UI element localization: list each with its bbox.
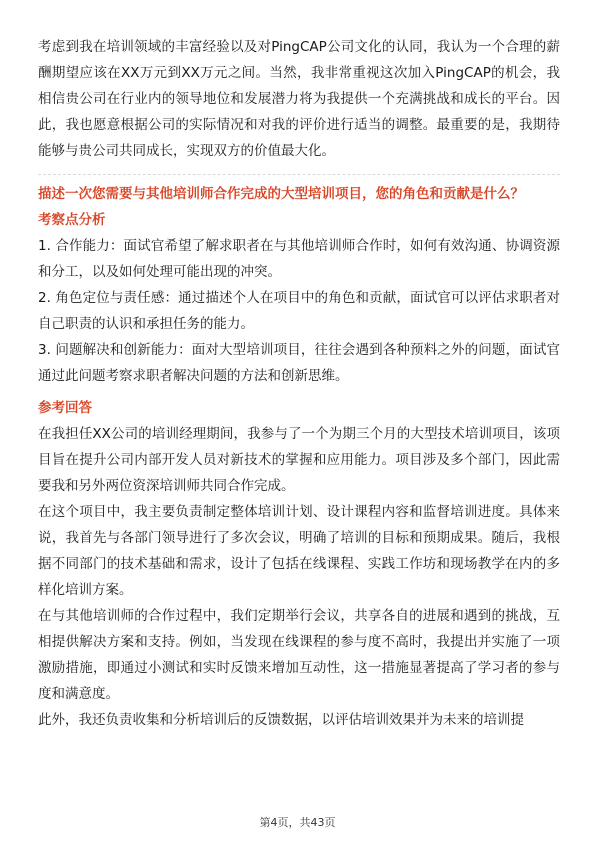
document-page xyxy=(38,34,560,733)
answer-paragraph: 在我担任XX公司的培训经理期间，我参与了一个为期三个月的大型技术培训项目，该项目旨在提升公司内部开发人员对新技术的掌握和应用能力。项目涉及多个部门，因此需要我和另外两位资深培训师共同合作完成。 xyxy=(38,426,560,494)
section-divider xyxy=(38,174,560,175)
analysis-point: 2. 角色定位与责任感：通过描述个人在项目中的角色和贡献，面试官可以评估求职者对自己职责的认识和承担任务的能力。 xyxy=(38,290,560,332)
analysis-heading: 考察点分析 xyxy=(38,212,106,228)
analysis-point: 1. 合作能力：面试官希望了解求职者在与其他培训师合作时，如何有效沟通、协调资源和分工，以及如何处理可能出现的冲突。 xyxy=(38,238,560,280)
answer-paragraph: 此外，我还负责收集和分析培训后的反馈数据，以评估培训效果并为未来的培训提 xyxy=(38,712,524,728)
analysis-point: 3. 问题解决和创新能力：面对大型培训项目，往往会遇到各种预料之外的问题，面试官通过此问题考察求职者解决问题的方法和创新思维。 xyxy=(38,342,560,384)
intro-paragraph: 考虑到我在培训领域的丰富经验以及对PingCAP公司文化的认同，我认为一个合理的薪酬期望应该在XX万元到XX万元之间。当然，我非常重视这次加入PingCAP的机会，我相信贵公司在行业内的领导地位和发展潜力将为我提供一个充满挑战和成长的平台。因此，我也愿意根据公司的实际情况和对我的评价进行适当的调整。最重要的是，我期待能够与贵公司共同成长，实现双方的价值最大化。 xyxy=(38,39,560,159)
answer-heading: 参考回答 xyxy=(38,400,92,416)
answer-paragraph: 在这个项目中，我主要负责制定整体培训计划、设计课程内容和监督培训进度。具体来说，我首先与各部门领导进行了多次会议，明确了培训的目标和预期成果。随后，我根据不同部门的技术基础和需求，设计了包括在线课程、实践工作坊和现场教学在内的多样化培训方案。 xyxy=(38,504,560,598)
page-footer: 第4页，共43页 xyxy=(259,816,336,829)
question-title: 描述一次您需要与其他培训师合作完成的大型培训项目，您的角色和贡献是什么？ xyxy=(38,186,524,202)
answer-paragraph: 在与其他培训师的合作过程中，我们定期举行会议，共享各自的进展和遇到的挑战，互相提供解决方案和支持。例如，当发现在线课程的参与度不高时，我提出并实施了一项激励措施，即通过小测试和实时反馈来增加互动性，这一措施显著提高了学习者的参与度和满意度。 xyxy=(38,608,560,702)
